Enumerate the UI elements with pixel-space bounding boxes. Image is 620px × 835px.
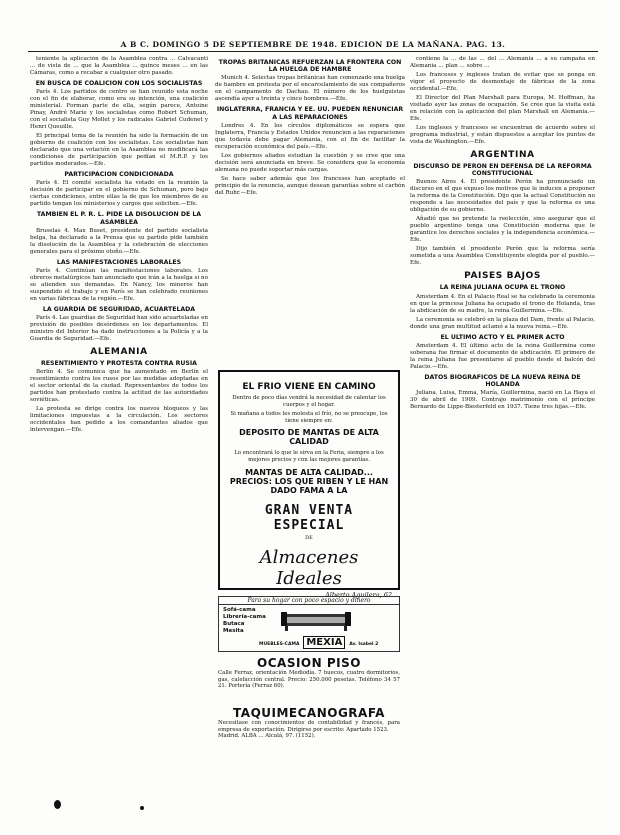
headline: DISCURSO DE PERON EN DEFENSA DE LA REFORMA CONSTITUCIONAL [413,163,592,178]
furniture-item: Librería-cama [223,614,266,620]
page-header: A B C. DOMINGO 5 DE SEPTIEMBRE DE 1948. EDICION DE LA MAÑANA. PAG. 13. [28,40,598,52]
classified-ocasion-piso [218,656,400,690]
column-right [410,56,595,826]
section-title: ALEMANIA [90,347,148,358]
article-paragraph: Los franceses y ingleses tratan de evitar que se ponga en vigor el proyecto de desmontaje de fábricas de la zona occidental.—Efe. [410,72,595,92]
section-title: PAISES BAJOS [464,271,541,282]
ad-text: Dentro de poco días vendrá la necesidad de calentar los cuerpos y el hogar. [232,395,386,408]
article-paragraph: Los ingleses y franceses se encuentran de acuerdo sobre el programa industrial, y están dispuestos a aceptar los puntos de vista de Washington.—Efe. [410,125,595,145]
headline: TROPAS BRITANICAS REFUERZAN LA FRONTERA CON LA HUELGA DE HAMBRE [218,59,402,74]
article-paragraph: París 4. El comité socialista ha votado en la reunión la decisión de participar en el gobierno de Schuman, pero bajo ciertas condiciones, entre ellas la de que los miembros de su partido tengan los ministerios y cargos que soliciten.—Efe. [30,180,208,208]
article-paragraph: Dijo también el presidente Perón que la reforma sería sometida a una Asamblea Constituyente elegida por el pueblo.—Efe. [410,246,595,267]
headline: EL ULTIMO ACTO Y EL PRIMER ACTO [440,333,565,341]
article-paragraph: París 4. Continúan las manifestaciones laborales. Los obreros metalúrgicos han anunciado que irán a la huelga si no se atienden sus demandas. En Nancy, los mineros han suspendido el trabajo y en París se han celebrado reuniones en varias fábricas de la región.—Efe. [30,268,208,303]
ad-de: DE [305,534,313,541]
headline: DATOS BIOGRAFICOS DE LA NUEVA REINA DE HOLANDA [424,373,581,389]
article-paragraph: contiene la ... de las ... del ... Alemania ... a su campaña en Alemania ... plan ... sobre ... [410,56,595,69]
furniture-headline: Para su hogar con poco espacio y dinero [219,597,399,605]
article-paragraph: Bruselas 4. Max Buset, presidente del partido socialista belga, ha declarado a la Prensa que su partido pide también la disolución de la Asamblea y la celebración de elecciones generales para el próximo otoño.—Efe. [30,227,208,255]
headline: LAS MANIFESTACIONES LABORALES [56,258,182,266]
article-paragraph: Londres 4. En los círculos diplomáticos se espera que Inglaterra, Francia y Estados Unidos renuncien a las reparaciones que todavía debe pagar Alemania, con el fin de facilitar la recuperación económica del país.—Efe. [215,122,405,150]
ad-text: Si mañana a todos les molesta el frío, no se preocupe, los tiene siempre en: [230,411,388,424]
furniture-category: MUEBLES-CAMA [259,642,300,647]
furniture-item: Mesita [223,628,244,634]
furniture-list [223,607,266,635]
article-paragraph: La protesta se dirige contra los nuevos bloqueos y las limitaciones impuestas a la circulación. Los sectores occidentales han pedido a los comandantes aliados que intervengan.—Efe. [30,406,208,434]
furniture-item: Sofá-cama [223,607,256,613]
classified-body: Necesitase con conocimientos de contabilidad y francés, para empresa de exportación. Dirigirse por escrito: Apartado 1523. [218,720,400,733]
furniture-brand: MEXIA [303,636,345,649]
article-paragraph: Juliana, Luisa, Emma, María, Guillermina, nació en La Haya el 30 de abril de 1909. Contrajo matrimonio con el príncipe Bernardo de Lippe-Biesterfeld en 1937. Tiene tres hijas.—Efe. [410,390,595,411]
classified-title: OCASION PISO [257,656,361,670]
ad-brand-logo: Almacenes Ideales [259,546,359,589]
sofa-illustration-icon [281,608,351,632]
advertisement-almacenes [218,370,400,599]
headline: INGLATERRA, FRANCIA Y EE. UU. PUEDEN RENUNCIAR A LAS REPARACIONES [216,106,404,121]
ink-blot [54,800,61,809]
headline: EN BUSCA DE COALICION CON LOS SOCIALISTAS [35,80,203,87]
column-left [30,56,208,826]
article-paragraph: El Director del Plan Marshall para Europa, M. Hoffman, ha visitado ayer las zonas de ocupación. Se cree que la visita está en relación con la aplicación del plan Marshall en Alemania.—Efe. [410,95,595,122]
ink-blot [140,806,144,810]
article-paragraph: Buenos Aires 4. El presidente Perón ha pronunciado un discurso en el que expuso los motivos que le inducen a proponer la reforma de la Constitución. Dijo que la actual Constitución no responde a las necesidades del país y que la reforma es una obligación de su gobierno. [410,179,595,214]
article-paragraph: Berlín 4. Se comunica que ha aumentado en Berlín el resentimiento contra los rusos por las medidas adoptadas en el sector oriental de la ciudad. Representantes de todos los partidos han protestado contra la actitud de las autoridades soviéticas. [30,369,208,404]
headline: TAMBIEN EL P. R. L. PIDE LA DISOLUCION DE LA ASAMBLEA [36,211,202,226]
ad-deposito: DEPOSITO DE MANTAS DE ALTA CALIDAD [239,428,379,447]
article-paragraph: París 4. Las guardias de Seguridad han sido acuarteladas en previsión de posibles desórdenes en los departamentos. El ministro del Interior ha dado instrucciones a la Policía y a la Guardia de Seguridad.—Efe. [30,315,208,343]
ad-text: Lo encontrará lo que le sirva en la Feria, siempre a los mejores precios y con las mejores garantías. [234,450,384,463]
advertisement-mexia [218,596,400,652]
ad-address: Alberto Aguilera, 62 [325,590,392,599]
headline: PARTICIPACION CONDICIONADA [64,171,174,179]
article-paragraph: Se hace saber además que los franceses han aceptado el principio de la renuncia, aunque desean garantías sobre el carbón del Ruhr.—Efe. [215,175,405,196]
classified-body: Calle Ferraz, orientación Mediodía. 7 huecos, cuatro dormitorios, gas, calefacción central. Precio: 250.000 pesetas. Teléfono 34 57 21. Portería (Ferraz 60). [218,670,400,690]
headline: LA REINA JULIANA OCUPA EL TRONO [439,284,566,292]
article-paragraph: Munich 4. Selectas tropas británicas han comenzado una huelga de hambre en protesta por el encarcelamiento de sus compañeros en el campamento de Dachau. El número de los huelguistas ascendía ayer a treinta y cinco hombres.—Efe. [215,75,405,103]
article-paragraph: teniente la aplicación de la Asamblea contra ... Calvacanti ... de vista de ... que la Asamblea ... quince meses ... en las Cámaras, como a recabar a cualquier otro pasado. [30,56,208,76]
furniture-item: Butaca [223,621,245,627]
ad-mantas: MANTAS DE ALTA CALIDAD... PRECIOS: LOS QUE RIBEN Y LE HAN DADO FAMA A LA [229,467,389,495]
headline: RESENTIMIENTO Y PROTESTA CONTRA RUSIA [41,360,197,368]
article-paragraph: Los gobiernos aliados estudian la cuestión y se cree que una decisión será anunciada en breve. Se considera que la economía alemana no puede soportar más cargas. [215,152,405,173]
column-center [215,56,405,366]
headline: LA GUARDIA DE SEGURIDAD, ACUARTELADA [42,306,196,314]
classified-taquimecanografa [218,706,400,740]
article-paragraph: La ceremonia se celebró en la plaza del Dam, frente al Palacio, donde una gran multitud aclamó a la nueva reina.—Efe. [410,316,595,330]
article-paragraph: París 4. Los partidos de centro se han reunido esta noche con el fin de elaborar, como era su intención, una coalición ministerial. Forman parte de ella, según parece, Antoine Pinay, André Marie y los socialistas como Robert Schuman, con el socialista Guy Mollet y los radicales Gabriel Cudenet y Henri Queuille. [30,89,208,131]
classified-title: TAQUIMECANOGRAFA [233,706,385,720]
furniture-address: Av. Isabel 2 [349,642,379,647]
ad-gran-venta: GRAN VENTA ESPECIAL [264,502,354,533]
article-paragraph: Amsterdam 4. El último acto de la reina Guillermina como soberana fue firmar el documento de abdicación. El primero de la reina Juliana fue presentarse al pueblo desde el balcón del Palacio.—Efe. [410,342,595,370]
article-paragraph: Amsterdam 4. En el Palacio Real se ha celebrado la ceremonia en que la princesa Juliana ha ocupado el trono de Holanda, tras la abdicación de su madre, la reina Guillermina.—Efe. [410,293,595,314]
section-title: ARGENTINA [470,150,535,160]
article-paragraph: El principal tema de la reunión ha sido la formación de un gobierno de coalición con los socialistas. Los socialistas han declarado que una votación en la Asamblea no modificará las condiciones de participación que pedían el M.R.P. y los partidos moderados.—Efe. [30,133,208,168]
furniture-brand-row [259,637,378,648]
ad-title: EL FRIO VIENE EN CAMINO [242,382,376,392]
article-paragraph: Añadió que no pretende la reelección, sino asegurar que el pueblo argentino tenga una Constitución moderna que le garantice los derechos sociales y la independencia económica.—Efe. [410,216,595,244]
classified-signature: Madrid. ALBA ... Alcalá, 97. (1152). [218,733,316,740]
